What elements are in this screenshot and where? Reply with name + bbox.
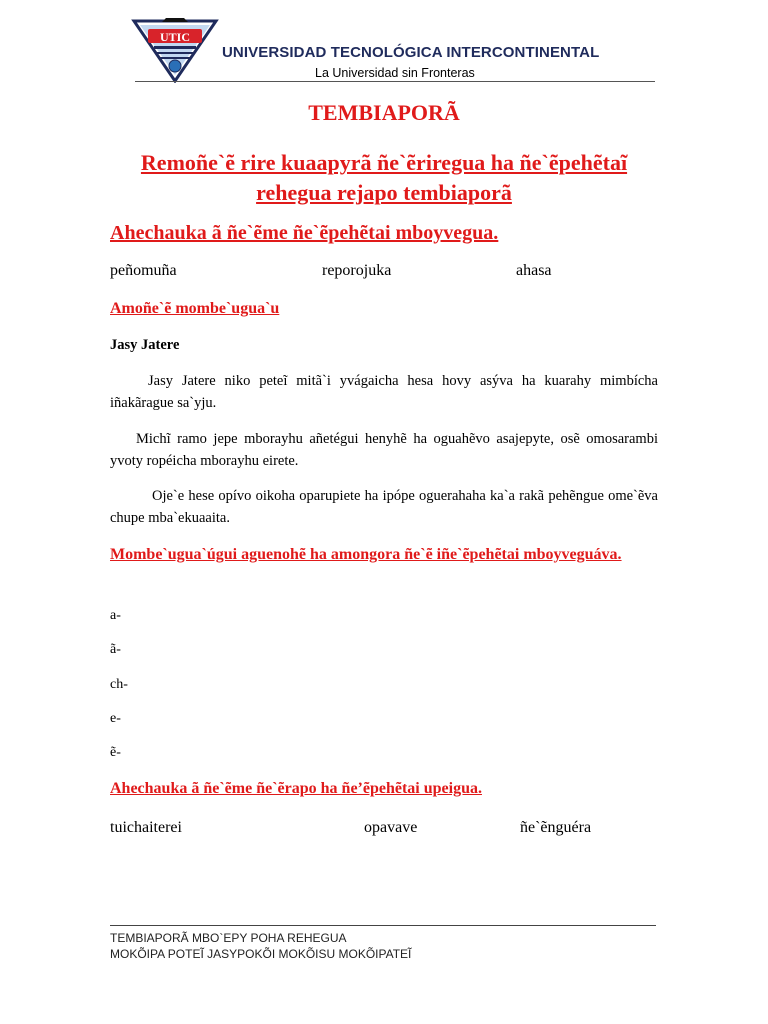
section-heading-suffixes: Ahechauka ã ñe`ẽme ñe`ẽrapo ha ñe’ẽpehẽtai upeigua. xyxy=(110,780,482,797)
letter-item: e- xyxy=(110,711,121,726)
document-title: TEMBIAPORÃ xyxy=(308,100,460,125)
story-paragraph: Jasy Jatere niko peteĩ mitã`i yvágaicha hesa hovy asýva ha kuarahy mimbícha iñakãrague sa`yju. xyxy=(110,373,658,411)
letter-item: ẽ- xyxy=(110,745,121,760)
story-paragraph: Michĩ ramo jepe mborayhu añetégui henyhẽ ha oguahẽvo asajepyte, osẽ omosarambi yvoty ropéicha mborayhu eirete. xyxy=(110,431,658,469)
footer-line: TEMBIAPORÃ MBO`EPY POHA REHEGUA xyxy=(110,931,347,945)
letter-item: a- xyxy=(110,608,121,623)
example-word: ahasa xyxy=(516,262,552,279)
example-word: reporojuka xyxy=(322,262,392,279)
university-logo xyxy=(130,15,220,83)
letter-item: ch- xyxy=(110,677,128,692)
university-name: UNIVERSIDAD TECNOLÓGICA INTERCONTINENTAL xyxy=(222,44,600,61)
header-divider xyxy=(135,81,655,82)
section-heading-reading: Amoñe`ẽ mombe`ugua`u xyxy=(110,300,280,317)
story-paragraph: Oje`e hese opívo oikoha oparupiete ha ipópe oguerahaha ka`a rakã pehẽngue ome`ẽva chupe mba`ekuaaita. xyxy=(110,488,658,526)
example-word: peñomuña xyxy=(110,262,177,279)
document-subtitle: Remoñe`ẽ rire kuaapyrã ñe`ẽriregua ha ñe`ẽpehẽtaĩ rehegua rejapo tembiaporã xyxy=(140,150,628,205)
story-title: Jasy Jatere xyxy=(110,337,180,353)
footer-line: MOKÕIPA POTEĨ JASYPOKÕI MOKÕISU MOKÕIPATEĨ xyxy=(110,947,412,961)
logo-text: UTIC xyxy=(159,30,191,44)
university-slogan: La Universidad sin Fronteras xyxy=(315,66,475,80)
section-heading-extract: Mombe`ugua`úgui aguenohẽ ha amongora ñe`ẽ iñe`ẽpehẽtai mboyveguáva. xyxy=(110,546,622,563)
letter-item: ã- xyxy=(110,642,121,657)
example-word: ñe`ẽnguéra xyxy=(520,819,592,836)
section-heading-prefixes: Ahechauka ã ñe`ẽme ñe`ẽpehẽtai mboyvegua. xyxy=(110,222,499,244)
footer-divider xyxy=(110,925,656,926)
example-word: opavave xyxy=(364,819,418,836)
example-word: tuichaiterei xyxy=(110,819,182,836)
